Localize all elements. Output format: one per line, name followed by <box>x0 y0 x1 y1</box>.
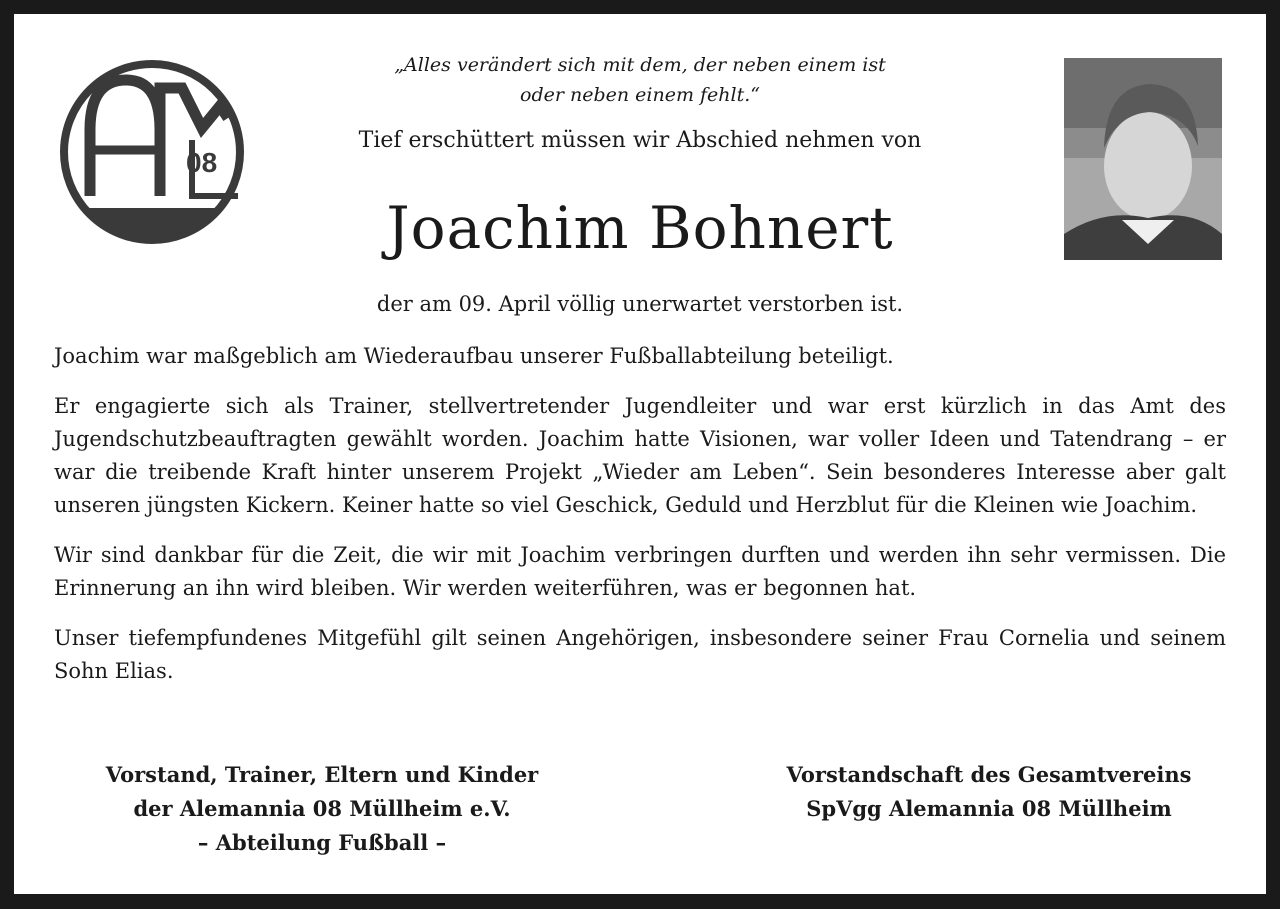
paragraph: Unser tiefempfundenes Mitgefühl gilt seinen Angehörigen, insbesondere seiner Frau Cornelia und seinem Sohn Elias. <box>54 626 1226 683</box>
portrait-photo <box>1064 58 1222 260</box>
paragraph: Joachim war maßgeblich am Wiederaufbau unserer Fußballabteilung beteiligt. <box>54 344 894 368</box>
club-crest-icon <box>60 58 246 248</box>
quote <box>254 50 1026 110</box>
obituary-notice <box>14 14 1266 894</box>
signature-right <box>754 758 1224 826</box>
signature-line: SpVgg Alemannia 08 Müllheim <box>806 796 1172 821</box>
death-notice-line: der am 09. April völlig unerwartet verstorben ist. <box>376 292 904 316</box>
deceased-name: Joachim Bohnert <box>386 194 894 262</box>
paragraph: Wir sind dankbar für die Zeit, die wir mit Joachim verbringen durften und werden ihn sehr vermissen. Die Erinnerung an ihn wird bleiben. Wir werden weiterführen, was er begonnen hat. <box>54 543 1226 600</box>
signature-line: Vorstandschaft des Gesamtvereins <box>786 762 1192 787</box>
signature-line: Vorstand, Trainer, Eltern und Kinder <box>105 762 539 787</box>
quote-line-1: „Alles verändert sich mit dem, der neben einem ist <box>394 54 886 76</box>
intro-text: Tief erschüttert müssen wir Abschied nehmen von <box>358 128 922 153</box>
signature-line: der Alemannia 08 Müllheim e.V. <box>133 796 511 821</box>
signature-line: – Abteilung Fußball – <box>197 830 447 855</box>
paragraph: Er engagierte sich als Trainer, stellvertretender Jugendleiter und war erst kürzlich in das Amt des Jugendschutzbeauftragten gewählt worden. Joachim hatte Visionen, war voller Ideen und Tatendrang – er war die treibende Kraft hinter unserem Projekt „Wieder am Leben“. Sein besonderes Interesse aber galt unseren jüngsten Kickern. Keiner hatte so viel Geschick, Geduld und Herzblut für die Kleinen wie Joachim. <box>54 394 1226 517</box>
quote-line-2: oder neben einem fehlt.“ <box>520 84 760 106</box>
body-text <box>54 340 1226 705</box>
signature-left <box>54 758 590 860</box>
svg-text:08: 08 <box>186 147 218 178</box>
